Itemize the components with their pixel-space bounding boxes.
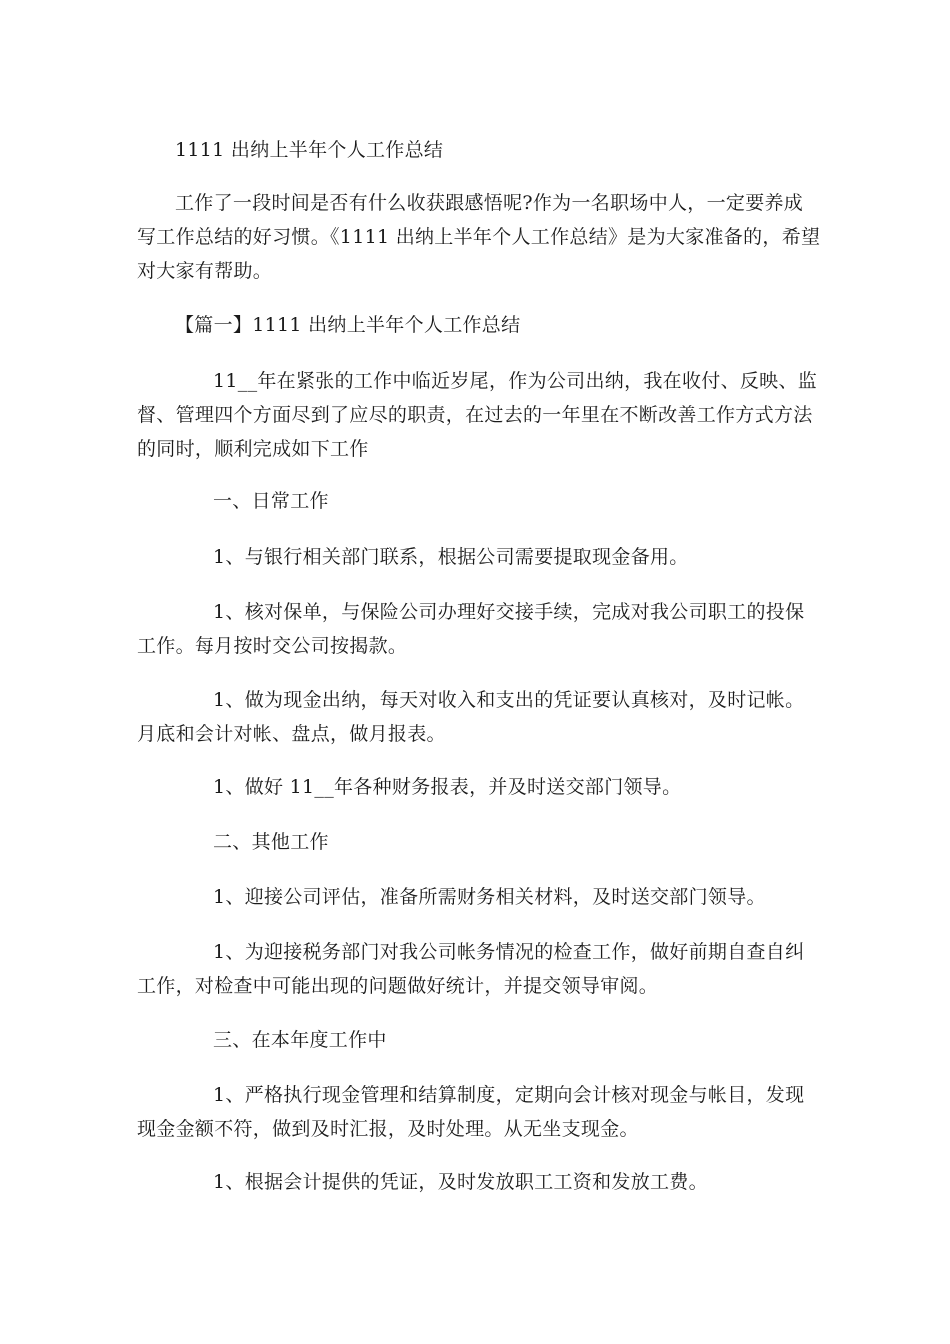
list-item: 1、做好 11__年各种财务报表，并及时送交部门领导。 [213,776,682,798]
list-item: 1、与银行相关部门联系，根据公司需要提取现金备用。 [213,546,689,568]
intro-line: 对大家有帮助。 [137,260,273,282]
opening-paragraph [137,364,818,466]
list-item-line: 现金金额不符，做到及时汇报，及时处理。从无坐支现金。 [137,1118,639,1140]
list-item [137,595,813,663]
opening-line: 的同时，顺利完成如下工作 [137,438,369,460]
intro-line: 工作了一段时间是否有什么收获跟感悟呢?作为一名职场中人，一定要养成 [175,192,804,214]
list-item-line: 工作，对检查中可能出现的问题做好统计，并提交领导审阅。 [137,975,659,997]
opening-line: 督、管理四个方面尽到了应尽的职责，在过去的一年里在不断改善工作方式方法 [137,404,813,426]
list-item [137,935,813,1003]
section-heading: 【篇一】1111 出纳上半年个人工作总结 [175,314,521,336]
list-item-line: 月底和会计对帐、盘点，做月报表。 [137,723,446,745]
list-item: 1、迎接公司评估，准备所需财务相关材料，及时送交部门领导。 [213,886,766,908]
document-title: 1111 出纳上半年个人工作总结 [175,139,444,161]
opening-line: 11__年在紧张的工作中临近岁尾，作为公司出纳，我在收付、反映、监 [213,370,818,392]
list-item-line: 工作。每月按时交公司按揭款。 [137,635,408,657]
list-item-line: 1、做为现金出纳，每天对收入和支出的凭证要认真核对，及时记帐。 [213,689,805,711]
part1-heading: 一、日常工作 [213,490,329,512]
list-item-line: 1、为迎接税务部门对我公司帐务情况的检查工作，做好前期自查自纠 [213,941,805,963]
part3-heading: 三、在本年度工作中 [213,1029,387,1051]
list-item: 1、根据会计提供的凭证，及时发放职工工资和发放工费。 [213,1171,708,1193]
list-item-line: 1、严格执行现金管理和结算制度，定期向会计核对现金与帐目，发现 [213,1084,805,1106]
intro-paragraph [137,186,821,288]
list-item [137,1078,813,1146]
list-item [137,683,813,751]
intro-line: 写工作总结的好习惯。《1111 出纳上半年个人工作总结》是为大家准备的，希望 [137,226,821,248]
part2-heading: 二、其他工作 [213,831,329,853]
list-item-line: 1、核对保单，与保险公司办理好交接手续，完成对我公司职工的投保 [213,601,805,623]
